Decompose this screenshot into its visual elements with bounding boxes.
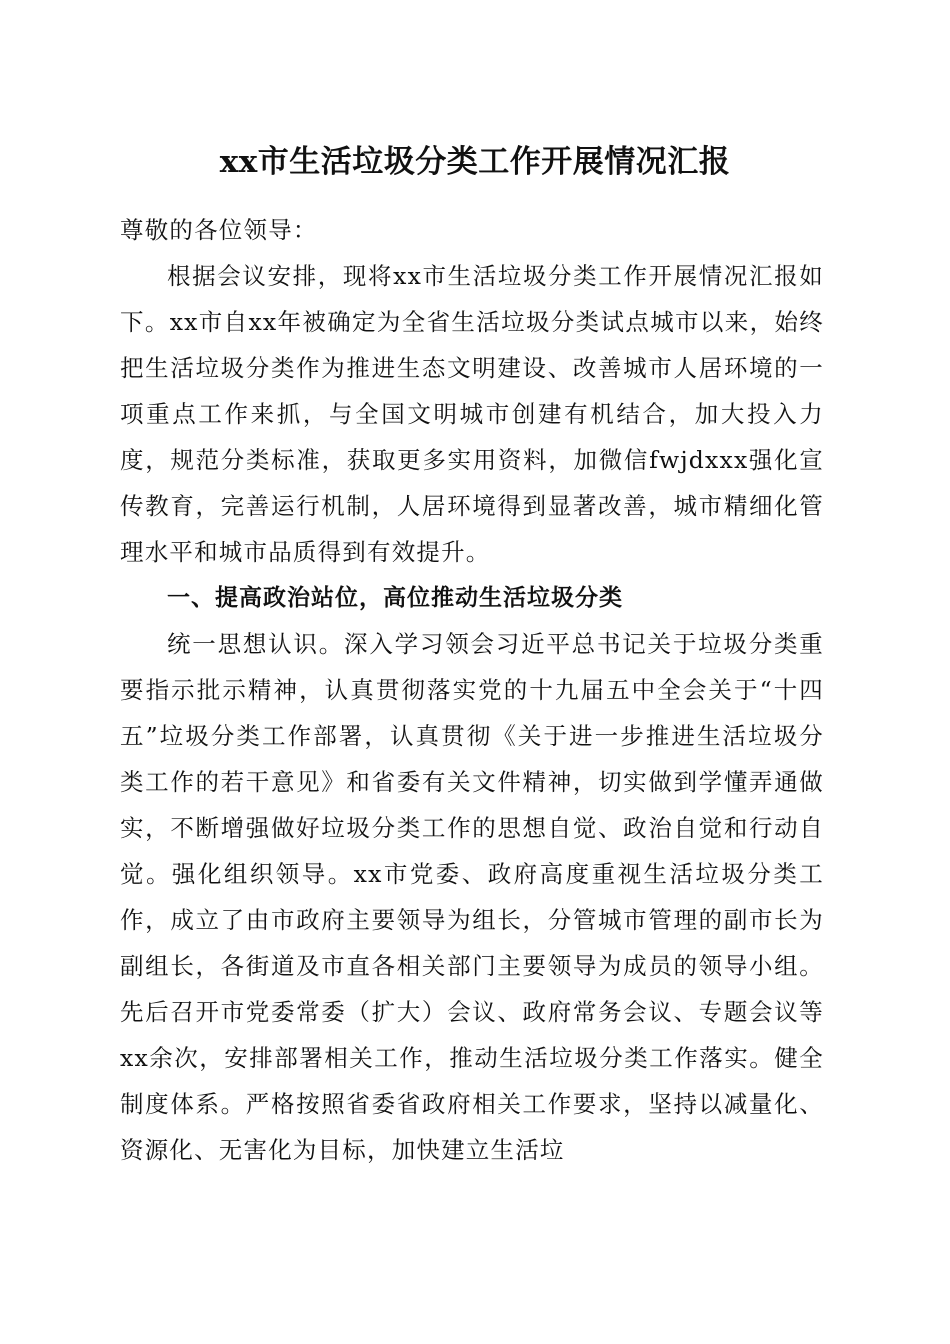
salutation: 尊敬的各位领导： — [120, 216, 318, 244]
intro-paragraph: 根据会议安排，现将xx市生活垃圾分类工作开展情况汇报如下。xx市自xx年被确定为全省生活垃圾分类试点城市以来，始终把生活垃圾分类作为推进生态文明建设、改善城市人居环境的一项重点工作来抓，与全国文明城市创建有机结合，加大投入力度，规范分类标准，获取更多实用资料，加微信fwjdxxx强化宣传教育，完善运行机制，人居环境得到显著改善，城市精细化管理水平和城市品质得到有效提升。 — [120, 262, 824, 566]
document-title: xx市生活垃圾分类工作开展情况汇报 — [219, 144, 731, 180]
document-body — [120, 207, 824, 1173]
section-heading: 一、提高政治站位，高位推动生活垃圾分类 — [167, 585, 623, 611]
section-paragraph: 统一思想认识。深入学习领会习近平总书记关于垃圾分类重要指示批示精神，认真贯彻落实党的十九届五中全会关于“十四五”垃圾分类工作部署，认真贯彻《关于进一步推进生活垃圾分类工作的若干意见》和省委有关文件精神，切实做到学懂弄通做实，不断增强做好垃圾分类工作的思想自觉、政治自觉和行动自觉。强化组织领导。xx市党委、政府高度重视生活垃圾分类工作，成立了由市政府主要领导为组长，分管城市管理的副市长为副组长，各街道及市直各相关部门主要领导为成员的领导小组。先后召开市党委常委（扩大）会议、政府常务会议、专题会议等xx余次，安排部署相关工作，推动生活垃圾分类工作落实。健全制度体系。严格按照省委省政府相关工作要求，坚持以减量化、资源化、无害化为目标，加快建立生活垃 — [120, 630, 824, 1164]
